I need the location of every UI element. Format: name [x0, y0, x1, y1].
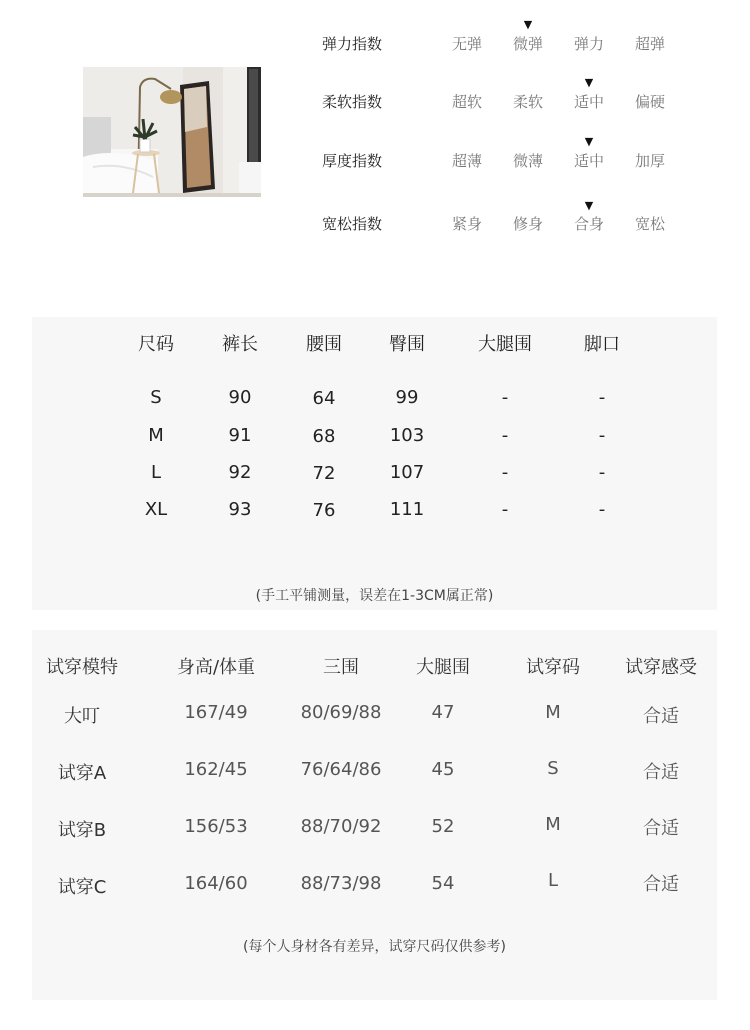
table-cell: 试穿A: [57, 763, 107, 784]
table-cell: -: [598, 387, 606, 408]
index-option-selected: 合身: [573, 215, 604, 233]
table-cell: 88/70/92: [300, 816, 382, 837]
table-cell: 167/49: [184, 702, 248, 723]
selected-marker-icon: ▼: [584, 199, 594, 212]
index-option: 宽松: [634, 215, 665, 233]
header-cell: 三围: [323, 657, 359, 678]
index-option: 加厚: [634, 152, 665, 170]
index-option-selected: 适中: [573, 152, 604, 170]
table-cell: 164/60: [184, 873, 248, 894]
model-fit-table: [32, 630, 717, 1000]
header-cell: 身高/体重: [176, 657, 256, 678]
table-cell: 试穿B: [57, 820, 107, 841]
table-cell: S: [150, 387, 162, 408]
size-table: [32, 317, 717, 610]
table-cell: 76/64/86: [300, 759, 382, 780]
table-cell: 47: [431, 702, 455, 723]
table-cell: -: [598, 425, 606, 446]
table-cell: L: [150, 462, 162, 483]
table-cell: 54: [431, 873, 455, 894]
table-cell: -: [598, 462, 606, 483]
header-cell: 试穿感受: [625, 657, 697, 678]
index-option: 柔软: [512, 93, 543, 111]
index-label: 厚度指数: [322, 152, 383, 170]
table-cell: -: [501, 462, 509, 483]
table-cell: 64: [312, 388, 336, 409]
index-option-selected: 适中: [573, 93, 604, 111]
index-option: 超薄: [451, 152, 482, 170]
index-label: 弹力指数: [322, 35, 383, 53]
table-cell: -: [501, 425, 509, 446]
measurement-note: (手工平铺测量，误差在1-3CM属正常): [255, 588, 494, 604]
header-cell: 腰围: [306, 334, 342, 355]
table-cell: 156/53: [184, 816, 248, 837]
table-cell: M: [148, 425, 164, 446]
table-cell: 52: [431, 816, 455, 837]
table-cell: 91: [228, 425, 252, 446]
product-room-photo: [83, 67, 261, 197]
table-cell: 103: [389, 425, 425, 446]
table-cell: 80/69/88: [300, 702, 382, 723]
index-label: 宽松指数: [322, 215, 383, 233]
table-cell: 合适: [643, 706, 679, 727]
table-cell: -: [501, 387, 509, 408]
index-option: 超软: [451, 93, 482, 111]
table-cell: XL: [144, 499, 168, 520]
index-option: 超弹: [634, 35, 665, 53]
index-option: 无弹: [451, 35, 482, 53]
table-cell: L: [547, 870, 559, 891]
index-option: 偏硬: [634, 93, 665, 111]
index-option: 修身: [512, 215, 543, 233]
table-cell: -: [598, 499, 606, 520]
index-option: 紧身: [451, 215, 482, 233]
index-option-selected: 微弹: [512, 35, 543, 53]
selected-marker-icon: ▼: [523, 18, 533, 31]
table-cell: 大叮: [64, 706, 100, 727]
table-cell: 72: [312, 463, 336, 484]
table-cell: 107: [389, 462, 425, 483]
header-cell: 裤长: [222, 334, 258, 355]
header-cell: 试穿码: [526, 657, 580, 678]
table-cell: 76: [312, 500, 336, 521]
index-label: 柔软指数: [322, 93, 383, 111]
selected-marker-icon: ▼: [584, 135, 594, 148]
header-cell: 试穿模特: [46, 657, 118, 678]
table-cell: M: [545, 702, 561, 723]
table-cell: 92: [228, 462, 252, 483]
header-cell: 脚口: [584, 334, 620, 355]
header-cell: 尺码: [138, 334, 174, 355]
table-cell: -: [501, 499, 509, 520]
table-cell: 合适: [643, 818, 679, 839]
table-cell: 162/45: [184, 759, 248, 780]
header-cell: 大腿围: [478, 334, 532, 355]
table-cell: 90: [228, 387, 252, 408]
index-option: 微薄: [512, 152, 543, 170]
table-cell: 合适: [643, 874, 679, 895]
header-cell: 大腿围: [416, 657, 470, 678]
table-cell: 试穿C: [57, 877, 107, 898]
table-cell: 99: [395, 387, 419, 408]
table-cell: 88/73/98: [300, 873, 382, 894]
selected-marker-icon: ▼: [584, 76, 594, 89]
index-option: 弹力: [573, 35, 604, 53]
table-cell: S: [547, 758, 559, 779]
table-cell: M: [545, 814, 561, 835]
table-cell: 合适: [643, 762, 679, 783]
table-cell: 68: [312, 426, 336, 447]
table-cell: 45: [431, 759, 455, 780]
table-cell: 93: [228, 499, 252, 520]
fit-reference-note: (每个人身材各有差异，试穿尺码仅供参考): [243, 939, 506, 955]
table-cell: 111: [389, 499, 425, 520]
header-cell: 臀围: [389, 334, 425, 355]
